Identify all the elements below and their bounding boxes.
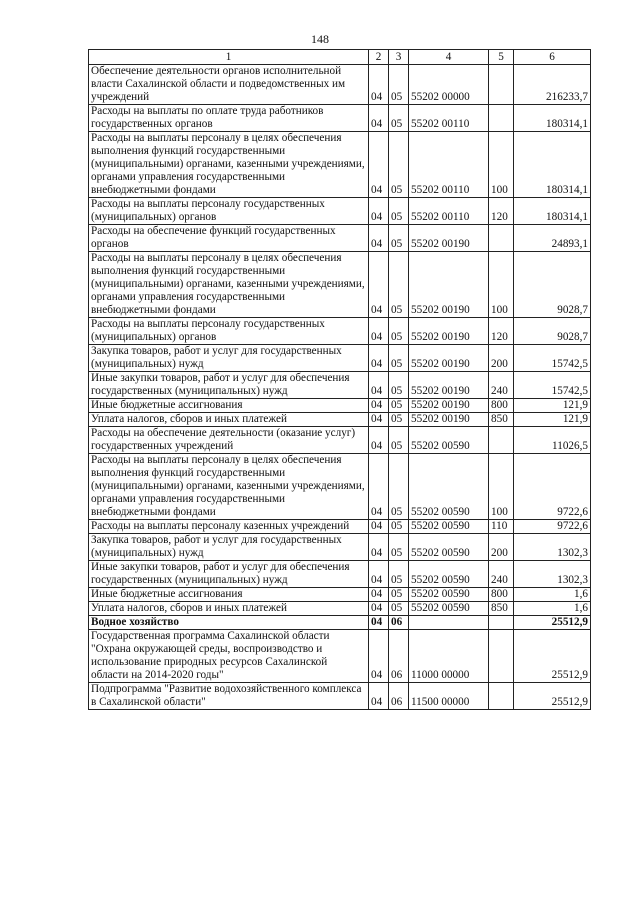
- expense-name-cell: Расходы на обеспечение деятельности (оказание услуг) государственных учреждений: [89, 427, 369, 454]
- expense-name-cell: Обеспечение деятельности органов исполнительной власти Сахалинской области и подведомственных им учреждений: [89, 65, 369, 105]
- expense-name-cell: Уплата налогов, сборов и иных платежей: [89, 602, 369, 616]
- subsection-code-cell: 05: [389, 454, 409, 520]
- target-article-cell: 55202 00190: [409, 252, 489, 318]
- amount-cell: 121,9: [514, 413, 591, 427]
- section-code-cell: 04: [369, 399, 389, 413]
- table-row: [89, 345, 591, 372]
- expense-type-cell: 100: [489, 252, 514, 318]
- section-code-cell: 04: [369, 413, 389, 427]
- expense-name-cell: Расходы на выплаты персоналу в целях обеспечения выполнения функций государственными (муниципальными) органами, казенными учреждениями, органами управления государственными внебюджетными фондами: [89, 252, 369, 318]
- column-header-6: 6: [514, 50, 591, 65]
- subsection-code-cell: 05: [389, 399, 409, 413]
- expense-name-cell: Расходы на выплаты персоналу в целях обеспечения выполнения функций государственными (муниципальными) органами, казенными учреждениями, органами управления государственными внебюджетными фондами: [89, 132, 369, 198]
- section-code-cell: 04: [369, 65, 389, 105]
- section-code-cell: 04: [369, 454, 389, 520]
- expense-name-cell: Подпрограмма "Развитие водохозяйственного комплекса в Сахалинской области": [89, 683, 369, 710]
- expense-type-cell: 200: [489, 534, 514, 561]
- section-code-cell: 04: [369, 198, 389, 225]
- subsection-code-cell: 05: [389, 534, 409, 561]
- section-code-cell: 04: [369, 561, 389, 588]
- expense-type-cell: 240: [489, 372, 514, 399]
- target-article-cell: 55202 00190: [409, 225, 489, 252]
- expense-name-cell: Закупка товаров, работ и услуг для государственных (муниципальных) нужд: [89, 345, 369, 372]
- target-article-cell: 55202 00190: [409, 399, 489, 413]
- expense-name-cell: Закупка товаров, работ и услуг для государственных (муниципальных) нужд: [89, 534, 369, 561]
- section-code-cell: 04: [369, 132, 389, 198]
- section-code-cell: 04: [369, 630, 389, 683]
- table-row: [89, 683, 591, 710]
- table-row: [89, 588, 591, 602]
- table-row: [89, 65, 591, 105]
- subsection-code-cell: 05: [389, 561, 409, 588]
- subsection-code-cell: 05: [389, 345, 409, 372]
- target-article-cell: 55202 00190: [409, 372, 489, 399]
- subsection-code-cell: 06: [389, 616, 409, 630]
- table-row: [89, 198, 591, 225]
- subsection-code-cell: 05: [389, 588, 409, 602]
- subsection-code-cell: 05: [389, 318, 409, 345]
- expense-name-cell: Расходы на выплаты персоналу государственных (муниципальных) органов: [89, 198, 369, 225]
- table-row: [89, 630, 591, 683]
- subsection-code-cell: 05: [389, 427, 409, 454]
- section-code-cell: 04: [369, 345, 389, 372]
- section-code-cell: 04: [369, 252, 389, 318]
- target-article-cell: 55202 00000: [409, 65, 489, 105]
- column-header-3: 3: [389, 50, 409, 65]
- table-row: [89, 318, 591, 345]
- subsection-code-cell: 05: [389, 225, 409, 252]
- amount-cell: 9028,7: [514, 252, 591, 318]
- table-row: [89, 427, 591, 454]
- table-header-row: [89, 50, 591, 65]
- table-row: [89, 372, 591, 399]
- expense-type-cell: [489, 683, 514, 710]
- table-body: [89, 65, 591, 710]
- target-article-cell: 55202 00590: [409, 454, 489, 520]
- expense-type-cell: 850: [489, 602, 514, 616]
- expense-name-cell: Расходы на выплаты персоналу в целях обеспечения выполнения функций государственными (муниципальными) органами, казенными учреждениями, органами управления государственными внебюджетными фондами: [89, 454, 369, 520]
- expense-name-cell: Водное хозяйство: [89, 616, 369, 630]
- table-row: [89, 252, 591, 318]
- column-header-4: 4: [409, 50, 489, 65]
- expense-type-cell: [489, 225, 514, 252]
- subsection-code-cell: 05: [389, 105, 409, 132]
- table-row: [89, 602, 591, 616]
- table-row: [89, 534, 591, 561]
- expense-name-cell: Иные закупки товаров, работ и услуг для обеспечения государственных (муниципальных) нужд: [89, 561, 369, 588]
- amount-cell: 11026,5: [514, 427, 591, 454]
- target-article-cell: 55202 00110: [409, 105, 489, 132]
- expense-name-cell: Расходы на выплаты по оплате труда работников государственных органов: [89, 105, 369, 132]
- expense-type-cell: 240: [489, 561, 514, 588]
- column-header-5: 5: [489, 50, 514, 65]
- expense-type-cell: [489, 427, 514, 454]
- expense-name-cell: Иные бюджетные ассигнования: [89, 399, 369, 413]
- amount-cell: 216233,7: [514, 65, 591, 105]
- subsection-code-cell: 05: [389, 65, 409, 105]
- amount-cell: 9028,7: [514, 318, 591, 345]
- amount-cell: 25512,9: [514, 616, 591, 630]
- subsection-code-cell: 05: [389, 198, 409, 225]
- section-code-cell: 04: [369, 588, 389, 602]
- amount-cell: 180314,1: [514, 198, 591, 225]
- table-row: [89, 399, 591, 413]
- table-row: [89, 132, 591, 198]
- table-row: [89, 616, 591, 630]
- subsection-code-cell: 05: [389, 413, 409, 427]
- expense-type-cell: [489, 616, 514, 630]
- amount-cell: 24893,1: [514, 225, 591, 252]
- expense-type-cell: 110: [489, 520, 514, 534]
- budget-table: [88, 49, 591, 710]
- amount-cell: 1,6: [514, 602, 591, 616]
- expense-name-cell: Расходы на выплаты персоналу государственных (муниципальных) органов: [89, 318, 369, 345]
- subsection-code-cell: 05: [389, 372, 409, 399]
- target-article-cell: 55202 00190: [409, 413, 489, 427]
- section-code-cell: 04: [369, 427, 389, 454]
- section-code-cell: 04: [369, 225, 389, 252]
- section-code-cell: 04: [369, 372, 389, 399]
- expense-name-cell: Иные бюджетные ассигнования: [89, 588, 369, 602]
- expense-type-cell: 850: [489, 413, 514, 427]
- expense-type-cell: 100: [489, 454, 514, 520]
- amount-cell: 9722,6: [514, 520, 591, 534]
- subsection-code-cell: 06: [389, 683, 409, 710]
- section-code-cell: 04: [369, 534, 389, 561]
- expense-type-cell: 120: [489, 318, 514, 345]
- subsection-code-cell: 05: [389, 520, 409, 534]
- amount-cell: 9722,6: [514, 454, 591, 520]
- table-row: [89, 520, 591, 534]
- target-article-cell: [409, 616, 489, 630]
- target-article-cell: 55202 00110: [409, 198, 489, 225]
- section-code-cell: 04: [369, 105, 389, 132]
- expense-type-cell: 800: [489, 588, 514, 602]
- subsection-code-cell: 05: [389, 252, 409, 318]
- amount-cell: 1302,3: [514, 561, 591, 588]
- expense-type-cell: 800: [489, 399, 514, 413]
- subsection-code-cell: 05: [389, 602, 409, 616]
- table-row: [89, 225, 591, 252]
- subsection-code-cell: 06: [389, 630, 409, 683]
- table-row: [89, 454, 591, 520]
- target-article-cell: 55202 00590: [409, 520, 489, 534]
- section-code-cell: 04: [369, 318, 389, 345]
- expense-type-cell: 100: [489, 132, 514, 198]
- target-article-cell: 11000 00000: [409, 630, 489, 683]
- section-code-cell: 04: [369, 520, 389, 534]
- target-article-cell: 55202 00590: [409, 588, 489, 602]
- table-row: [89, 105, 591, 132]
- amount-cell: 25512,9: [514, 630, 591, 683]
- target-article-cell: 11500 00000: [409, 683, 489, 710]
- amount-cell: 180314,1: [514, 132, 591, 198]
- expense-name-cell: Уплата налогов, сборов и иных платежей: [89, 413, 369, 427]
- table-row: [89, 561, 591, 588]
- expense-name-cell: Расходы на выплаты персоналу казенных учреждений: [89, 520, 369, 534]
- target-article-cell: 55202 00190: [409, 345, 489, 372]
- expense-name-cell: Расходы на обеспечение функций государственных органов: [89, 225, 369, 252]
- section-code-cell: 04: [369, 602, 389, 616]
- amount-cell: 25512,9: [514, 683, 591, 710]
- expense-type-cell: [489, 65, 514, 105]
- expense-type-cell: [489, 105, 514, 132]
- expense-name-cell: Иные закупки товаров, работ и услуг для обеспечения государственных (муниципальных) нужд: [89, 372, 369, 399]
- target-article-cell: 55202 00190: [409, 318, 489, 345]
- expense-type-cell: 200: [489, 345, 514, 372]
- amount-cell: 15742,5: [514, 372, 591, 399]
- expense-type-cell: [489, 630, 514, 683]
- target-article-cell: 55202 00590: [409, 561, 489, 588]
- column-header-1: 1: [89, 50, 369, 65]
- column-header-2: 2: [369, 50, 389, 65]
- amount-cell: 121,9: [514, 399, 591, 413]
- table-row: [89, 413, 591, 427]
- amount-cell: 180314,1: [514, 105, 591, 132]
- amount-cell: 1,6: [514, 588, 591, 602]
- subsection-code-cell: 05: [389, 132, 409, 198]
- page-number: 148: [311, 32, 329, 46]
- amount-cell: 1302,3: [514, 534, 591, 561]
- amount-cell: 15742,5: [514, 345, 591, 372]
- section-code-cell: 04: [369, 616, 389, 630]
- target-article-cell: 55202 00590: [409, 602, 489, 616]
- expense-type-cell: 120: [489, 198, 514, 225]
- target-article-cell: 55202 00110: [409, 132, 489, 198]
- target-article-cell: 55202 00590: [409, 427, 489, 454]
- expense-name-cell: Государственная программа Сахалинской области "Охрана окружающей среды, воспроизводство и использование природных ресурсов Сахалинской области на 2014-2020 годы": [89, 630, 369, 683]
- section-code-cell: 04: [369, 683, 389, 710]
- target-article-cell: 55202 00590: [409, 534, 489, 561]
